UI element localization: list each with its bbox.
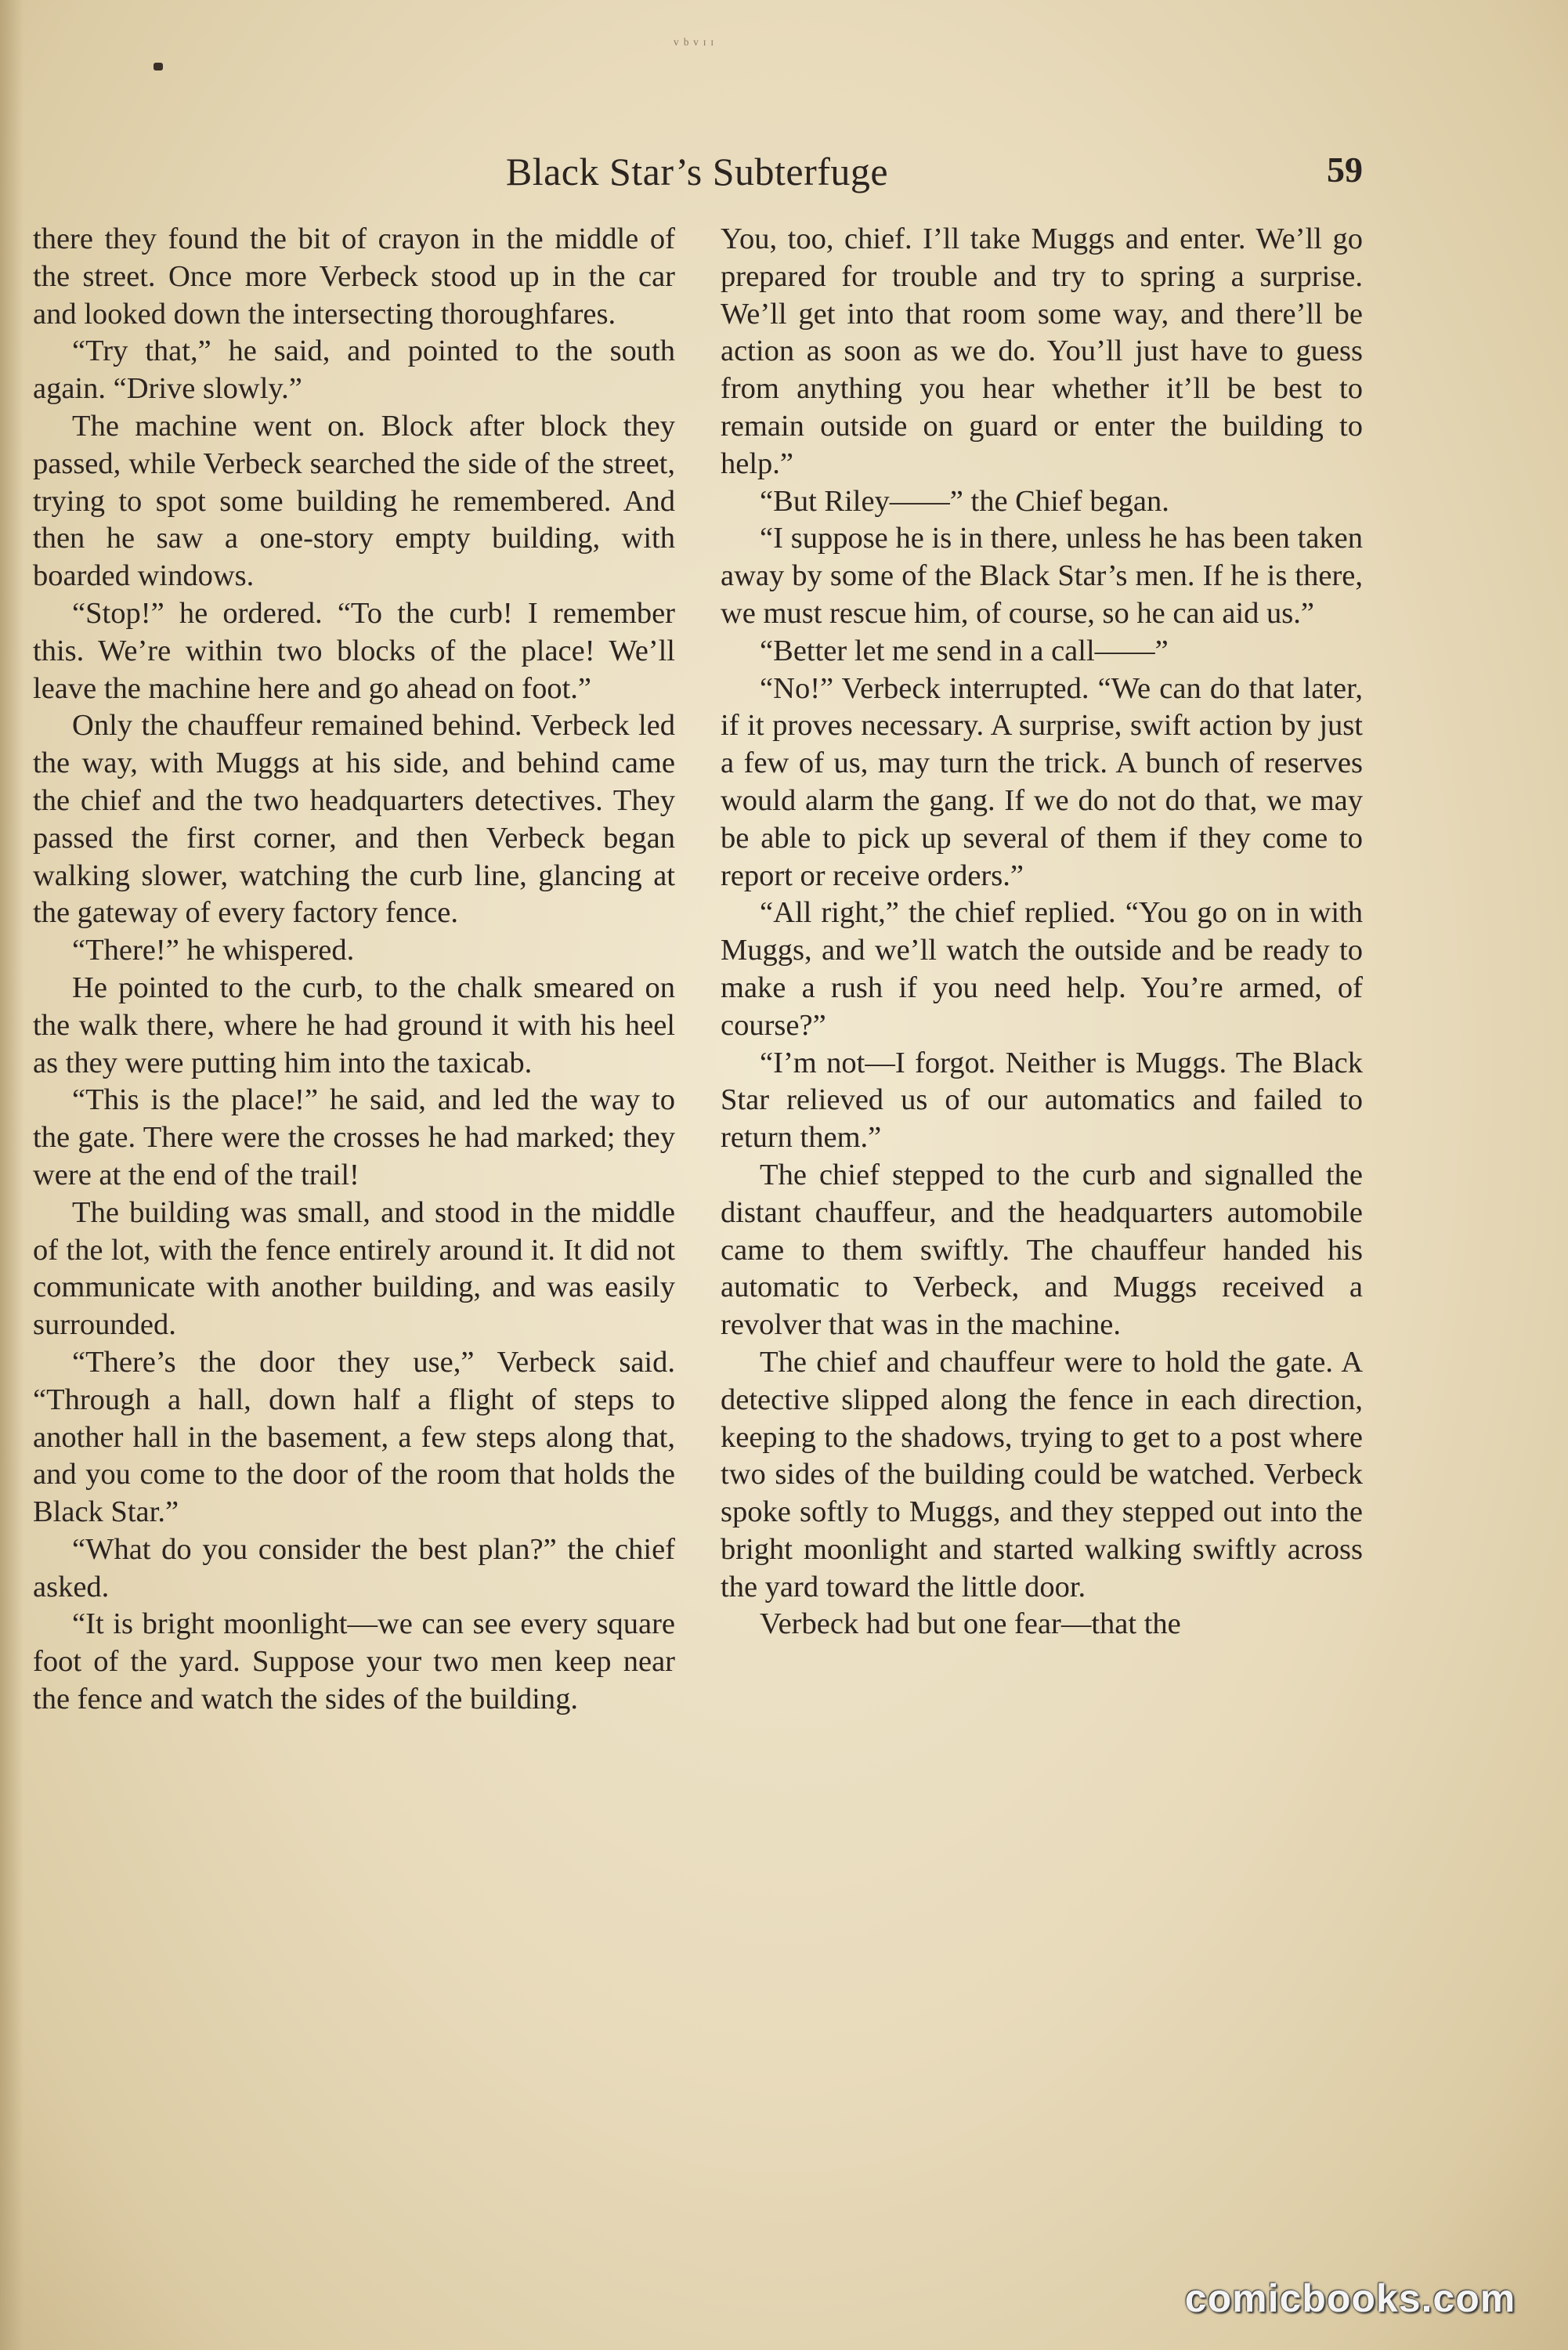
paragraph: The building was small, and stood in the middle of the lot, with the fence entirely around it. It did not communicate with another building, and was easily surrounded. [33,1195,675,1342]
paragraph: Verbeck had but one fear—that the [760,1607,1181,1641]
paragraph: “Stop!” he ordered. “To the curb! I remember this. We’re within two blocks of the place! We’ll leave the machine here and go ahead on foot.” [33,596,675,705]
paragraph: You, too, chief. I’ll take Muggs and enter. We’ll go prepared for trouble and try to spring a surprise. We’ll get into that room some way, and there’ll be action as soon as we do. You’ll just have to guess from anything you hear whether it’ll be best to remain outside on guard or enter the building to help.” [721,222,1363,480]
paragraph: The machine went on. Block after block they passed, while Verbeck searched the side of the street, trying to spot some building he remembered. And then he saw a one-story empty building, with boarded windows. [33,409,675,593]
paragraph: “Try that,” he said, and pointed to the south again. “Drive slowly.” [33,334,675,406]
watermark: comicbooks.com [1184,2276,1516,2320]
paragraph: He pointed to the curb, to the chalk smeared on the walk there, where he had ground it with his heel as they were putting him into the taxicab. [33,971,675,1079]
paragraph: Only the chauffeur remained behind. Verbeck led the way, with Muggs at his side, and behind came the chief and the two headquarters detectives. They passed the first corner, and then Verbeck began walking slower, watching the curb line, glancing at the gateway of every factory fence. [33,709,675,930]
page-edge-shadow [0,0,23,2350]
paragraph: “There’s the door they use,” Verbeck said. “Through a hall, down half a flight of steps to another hall in the basement, a few steps along that, and you come to the door of the room that holds the Black Star.” [33,1345,675,1529]
ink-blot [154,63,163,70]
paragraph: “There!” he whispered. [72,934,355,967]
running-title: Black Star’s Subterfuge [505,150,889,193]
right-column [721,221,1363,1643]
paragraph: The chief stepped to the curb and signalled the distant chauffeur, and the headquarters automobile came to them swiftly. The chauffeur handed his automatic to Verbeck, and Muggs received a revolver that was in the machine. [721,1158,1363,1342]
paragraph: “No!” Verbeck interrupted. “We can do that later, if it proves necessary. A surprise, swift action by just a few of us, may turn the trick. A bunch of reserves would alarm the gang. If we do not do that, we may be able to pick up several of them if they come to report or receive orders.” [721,671,1363,892]
paragraph: there they found the bit of crayon in the middle of the street. Once more Verbeck stood up in the car and looked down the intersecting thoroughfares. [33,222,675,331]
paragraph: “I suppose he is in there, unless he has been taken away by some of the Black Star’s men. If he is there, we must rescue him, of course, so he can aid us.” [721,522,1363,630]
paragraph: “This is the place!” he said, and led the way to the gate. There were the crosses he had marked; they were at the end of the trail! [33,1083,675,1191]
page-number: 59 [1327,150,1363,190]
paragraph: “Better let me send in a call——” [760,634,1169,667]
paragraph: The chief and chauffeur were to hold the gate. A detective slipped along the fence in each direction, keeping to the shadows, trying to get to a post where two sides of the building could be watched. Verbeck spoke softly to Muggs, and they stepped out into the bright moonlight and started walking swiftly across the yard toward the little door. [721,1345,1363,1603]
paragraph: “I’m not—I forgot. Neither is Muggs. The Black Star relieved us of our automatics and failed to return them.” [721,1046,1363,1155]
paragraph: “All right,” the chief replied. “You go on in with Muggs, and we’ll watch the outside and be ready to make a rush if you need help. You’re armed, of course?” [721,896,1363,1042]
page-header [31,149,1363,204]
top-mark: ᵛᵇᵛᶦᶦ [674,34,718,54]
paragraph: “But Riley——” the Chief began. [760,484,1169,518]
paragraph: “It is bright moonlight—we can see every square foot of the yard. Suppose your two men keep near the fence and watch the sides of the building. [33,1607,675,1716]
left-column [33,221,675,1719]
paragraph: “What do you consider the best plan?” the chief asked. [33,1532,675,1603]
